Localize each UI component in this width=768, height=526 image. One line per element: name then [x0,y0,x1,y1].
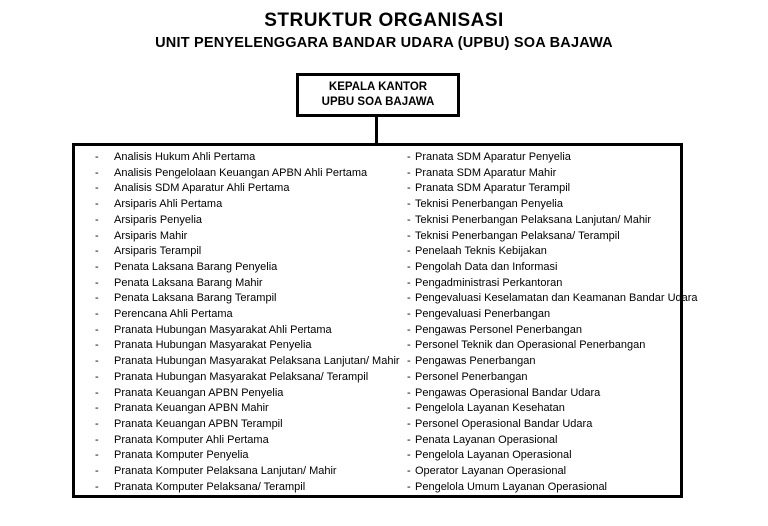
position-list-item [407,244,698,260]
position-list-item [407,354,698,370]
position-list-item [407,229,698,245]
position-list-item [407,448,698,464]
dash-bullet: - [95,229,99,242]
position-label: Pengevaluasi Keselamatan dan Keamanan Bandar Udara [415,292,698,305]
position-label: Pranata Komputer Ahli Pertama [114,433,269,446]
position-list-item [95,464,400,480]
dash-bullet: - [95,182,99,195]
position-label: Pengelola Umum Layanan Operasional [415,480,608,493]
position-label: Pranata Hubungan Masyarakat Pelaksana Lanjutan/ Mahir [114,355,400,368]
dash-bullet: - [95,276,99,289]
position-list-item [407,417,698,433]
position-label: Pengadministrasi Perkantoran [415,276,563,289]
position-label: Personel Operasional Bandar Udara [415,417,593,430]
position-label: Pranata Komputer Pelaksana/ Terampil [114,480,306,493]
position-label: Penata Layanan Operasional [415,433,558,446]
position-label: Pranata Hubungan Masyarakat Pelaksana/ Terampil [114,370,369,383]
position-label: Personel Penerbangan [415,370,528,383]
position-list-item [95,433,400,449]
position-label: Arsiparis Terampil [114,245,202,258]
position-list-item [95,307,400,323]
position-list-item [95,338,400,354]
position-list-item [407,464,698,480]
position-list-item [407,166,698,182]
dash-bullet: - [95,339,99,352]
position-label: Operator Layanan Operasional [415,465,567,478]
position-list-item [407,480,698,496]
position-label: Teknisi Penerbangan Pelaksana Lanjutan/ Mahir [415,213,652,226]
position-label: Teknisi Penerbangan Pelaksana/ Terampil [415,229,620,242]
dash-bullet: - [407,402,411,415]
position-label: Pengelola Layanan Kesehatan [415,402,565,415]
position-list-item [407,307,698,323]
position-label: Pengawas Penerbangan [415,355,536,368]
dash-bullet: - [407,292,411,305]
position-list-item [95,276,400,292]
dash-bullet: - [95,433,99,446]
position-list-item [95,260,400,276]
dash-bullet: - [95,323,99,336]
position-label: Pranata Komputer Penyelia [114,449,249,462]
dash-bullet: - [407,260,411,273]
dash-bullet: - [407,182,411,195]
dash-bullet: - [95,465,99,478]
position-list-item [407,197,698,213]
position-label: Pranata SDM Aparatur Mahir [415,166,557,179]
position-list-item [407,323,698,339]
position-list-item [95,417,400,433]
position-list-item [407,433,698,449]
positions-box [72,143,698,498]
position-list-item [95,150,400,166]
position-list-item [95,197,400,213]
position-label: Pengawas Personel Penerbangan [415,323,582,336]
org-root-node-title-line1: KEPALA KANTOR [328,81,428,93]
dash-bullet: - [95,292,99,305]
dash-bullet: - [407,370,411,383]
position-list-item [407,213,698,229]
dash-bullet: - [407,151,411,163]
positions-right-column [407,150,698,495]
position-list-item [95,323,400,339]
position-label: Penata Laksana Barang Terampil [114,292,277,305]
dash-bullet: - [95,245,99,258]
position-list-item [407,150,698,166]
dash-bullet: - [95,386,99,399]
page-subtitle: UNIT PENYELENGGARA BANDAR UDARA (UPBU) SOA BAJAWA [155,35,613,51]
dash-bullet: - [95,402,99,415]
position-label: Pranata SDM Aparatur Terampil [415,182,571,195]
position-list-item [407,276,698,292]
dash-bullet: - [95,370,99,383]
position-label: Pranata Keuangan APBN Penyelia [114,386,284,399]
dash-bullet: - [95,449,99,462]
position-label: Pranata Keuangan APBN Terampil [114,417,283,430]
position-label: Arsiparis Penyelia [114,213,203,226]
dash-bullet: - [407,417,411,430]
position-list-item [407,370,698,386]
position-label: Pranata Komputer Pelaksana Lanjutan/ Mahir [114,465,337,478]
positions-left-column [95,150,400,495]
position-list-item [95,386,400,402]
position-label: Arsiparis Ahli Pertama [114,198,223,211]
dash-bullet: - [407,339,411,352]
position-label: Pengelola Layanan Operasional [415,449,572,462]
dash-bullet: - [407,465,411,478]
dash-bullet: - [407,245,411,258]
dash-bullet: - [95,260,99,273]
position-label: Perencana Ahli Pertama [114,308,233,321]
org-root-node-title-line2: UPBU SOA BAJAWA [321,96,435,108]
position-list-item [95,229,400,245]
position-list-item [95,448,400,464]
dash-bullet: - [407,480,411,493]
dash-bullet: - [407,229,411,242]
dash-bullet: - [407,433,411,446]
position-label: Penelaah Teknis Kebijakan [415,245,547,258]
dash-bullet: - [407,166,411,179]
position-list-item [95,166,400,182]
org-root-node-box [296,73,460,117]
position-label: Pranata SDM Aparatur Penyelia [415,151,571,163]
dash-bullet: - [407,213,411,226]
dash-bullet: - [95,355,99,368]
dash-bullet: - [407,323,411,336]
dash-bullet: - [95,198,99,211]
position-label: Analisis Pengelolaan Keuangan APBN Ahli Pertama [114,166,368,179]
position-list-item [95,181,400,197]
position-label: Analisis Hukum Ahli Pertama [114,151,256,163]
position-list-item [95,480,400,496]
position-label: Arsiparis Mahir [114,229,188,242]
position-list-item [95,401,400,417]
dash-bullet: - [95,480,99,493]
dash-bullet: - [95,213,99,226]
dash-bullet: - [407,198,411,211]
position-list-item [95,370,400,386]
position-label: Pranata Keuangan APBN Mahir [114,402,269,415]
org-connector-line [375,117,378,144]
position-label: Pengolah Data dan Informasi [415,260,558,273]
dash-bullet: - [407,308,411,321]
position-list-item [407,260,698,276]
dash-bullet: - [95,166,99,179]
position-label: Pranata Hubungan Masyarakat Penyelia [114,339,312,352]
position-list-item [407,181,698,197]
dash-bullet: - [95,308,99,321]
position-list-item [95,354,400,370]
position-list-item [407,386,698,402]
page-title: STRUKTUR ORGANISASI [264,10,504,31]
position-label: Pranata Hubungan Masyarakat Ahli Pertama [114,323,332,336]
dash-bullet: - [407,276,411,289]
position-list-item [407,338,698,354]
dash-bullet: - [407,355,411,368]
dash-bullet: - [95,417,99,430]
position-list-item [407,291,698,307]
position-list-item [95,291,400,307]
position-label: Teknisi Penerbangan Penyelia [415,198,563,211]
dash-bullet: - [95,151,99,163]
position-label: Penata Laksana Barang Mahir [114,276,263,289]
dash-bullet: - [407,449,411,462]
position-label: Personel Teknik dan Operasional Penerbangan [415,339,646,352]
position-list-item [95,244,400,260]
position-label: Analisis SDM Aparatur Ahli Pertama [114,182,290,195]
dash-bullet: - [407,386,411,399]
position-label: Pengevaluasi Penerbangan [415,308,551,321]
position-label: Penata Laksana Barang Penyelia [114,260,278,273]
position-list-item [95,213,400,229]
position-list-item [407,401,698,417]
position-label: Pengawas Operasional Bandar Udara [415,386,601,399]
